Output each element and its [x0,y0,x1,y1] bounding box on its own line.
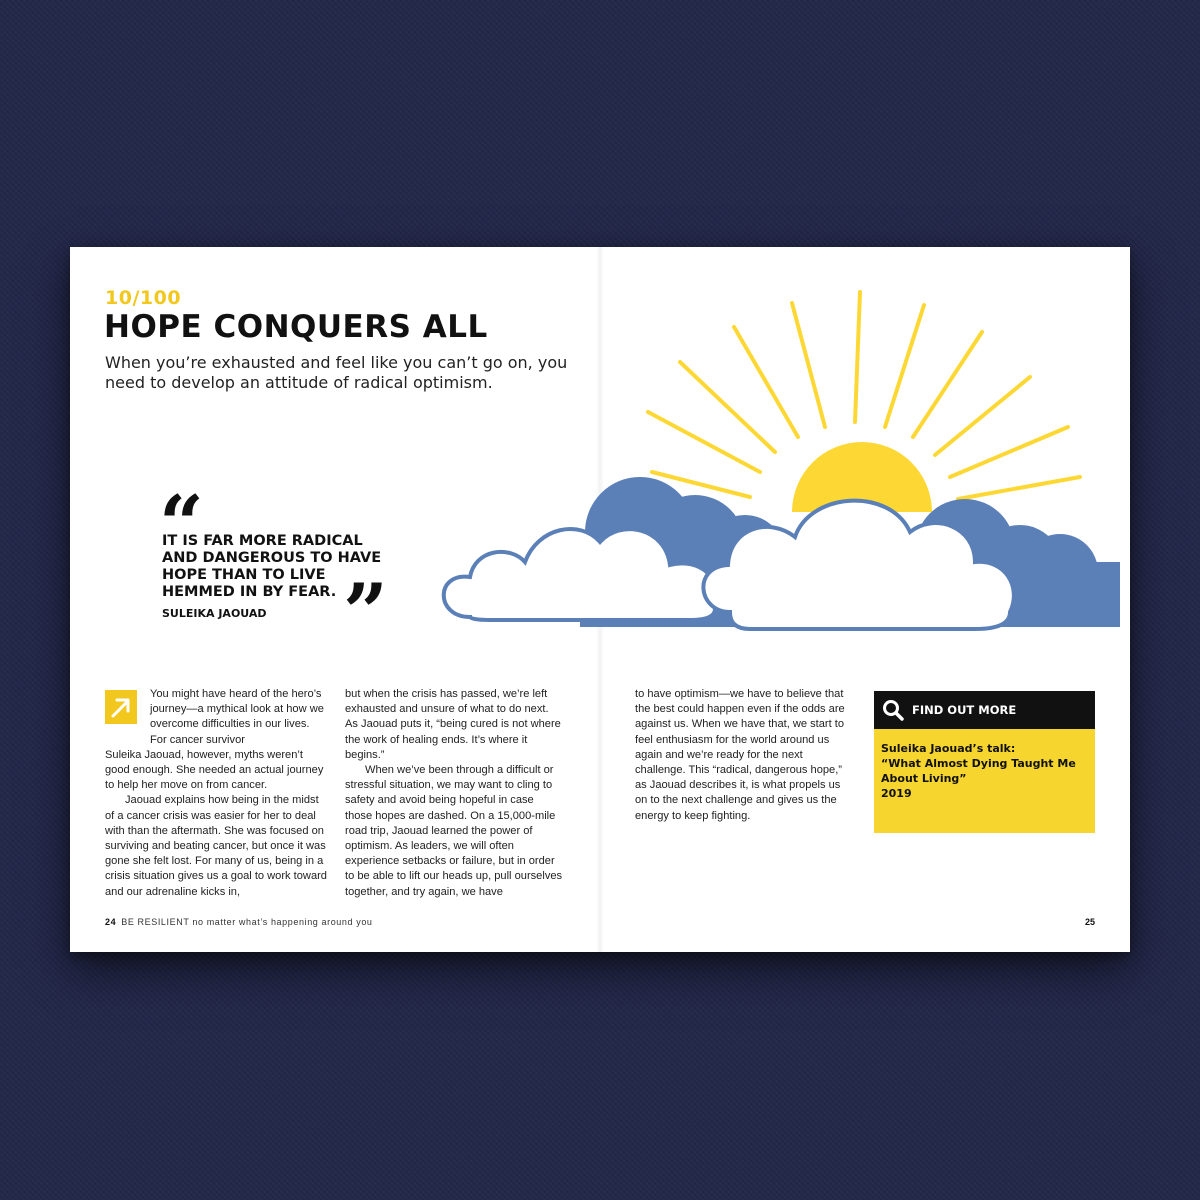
open-quote-mark: “ [159,479,204,570]
page-number-right: 25 [1084,917,1095,927]
magnifier-icon [882,699,904,721]
arrow-up-right-icon [105,690,137,724]
find-out-more-heading: FIND OUT MORE [912,703,1017,717]
find-out-more-box [874,691,1095,833]
body-paragraph: When we’ve been through a difficult or stressful situation, we may want to cling to safety and avoid being hopeful in case those hopes are dashed. On a 15,000-mile road trip, Jaouad learned the power of optimism. As leaders, we will often experience setbacks or failure, but in order to be able to lift our heads up, pull ourselves together, and try again, we have [345,764,563,898]
article-subtitle: When you’re exhausted and feel like you can’t go on, you need to develop an attitude of radical optimism. [105,353,568,392]
talk-title: “What Almost Dying Taught Me About Living” [881,757,1076,785]
quote-author: SULEIKA JAOUAD [162,607,267,620]
body-column-1-wide [105,748,328,900]
talk-speaker: Suleika Jaouad’s talk: [881,742,1016,755]
footer-section: BE RESILIENT [121,917,190,927]
intro-paragraph-top: You might have heard of the hero’s journey—a mythical look at how we overcome difficulties in our lives. For cancer survivor [150,688,324,746]
footer-left [105,917,373,927]
intro-paragraph-bottom: Suleika Jaouad, however, myths weren’t good enough. She needed an actual journey to help her move on from cancer. [105,748,324,792]
body-column-1 [105,687,328,900]
body-paragraph: Jaouad explains how being in the midst of a cancer crisis was easier for her to deal with than the aftermath. She was focused on surviving and beating cancer, but once it was gone she felt lost. For many of us, being in a crisis situation gives us a goal to work toward and our adrenaline kicks in, [105,794,327,898]
body-column-2 [345,687,563,900]
article-number: 10/100 [105,287,182,309]
magazine-spread [70,247,1130,952]
talk-year: 2019 [881,787,912,800]
pull-quote: IT IS FAR MORE RADICAL AND DANGEROUS TO HAVE HOPE THAN TO LIVE HEMMED IN BY FEAR. [162,533,382,600]
sun-and-clouds-illustration [430,287,1130,687]
article-title: HOPE CONQUERS ALL [104,309,488,345]
find-out-more-header [874,691,1095,729]
page-number-left: 24 [105,917,117,927]
close-quote-mark: ” [343,567,388,658]
body-paragraph: to have optimism—we have to believe that the best could happen even if the odds are against us. When we have that, we start to feel enthusiasm for the world around us again and we’re ready for the next challenge. This “radical, dangerous hope,” as Jaouad describes it, is what propels us on to the next challenge and gives us the energy to keep fighting. [635,688,845,822]
body-paragraph: but when the crisis has passed, we’re left exhausted and unsure of what to do next. As Jaouad puts it, “being cured is not where the work of healing ends. It’s where it begins.” [345,688,561,761]
footer-tagline: no matter what’s happening around you [192,917,373,927]
body-column-3 [635,687,853,824]
find-out-more-details [881,741,1086,801]
